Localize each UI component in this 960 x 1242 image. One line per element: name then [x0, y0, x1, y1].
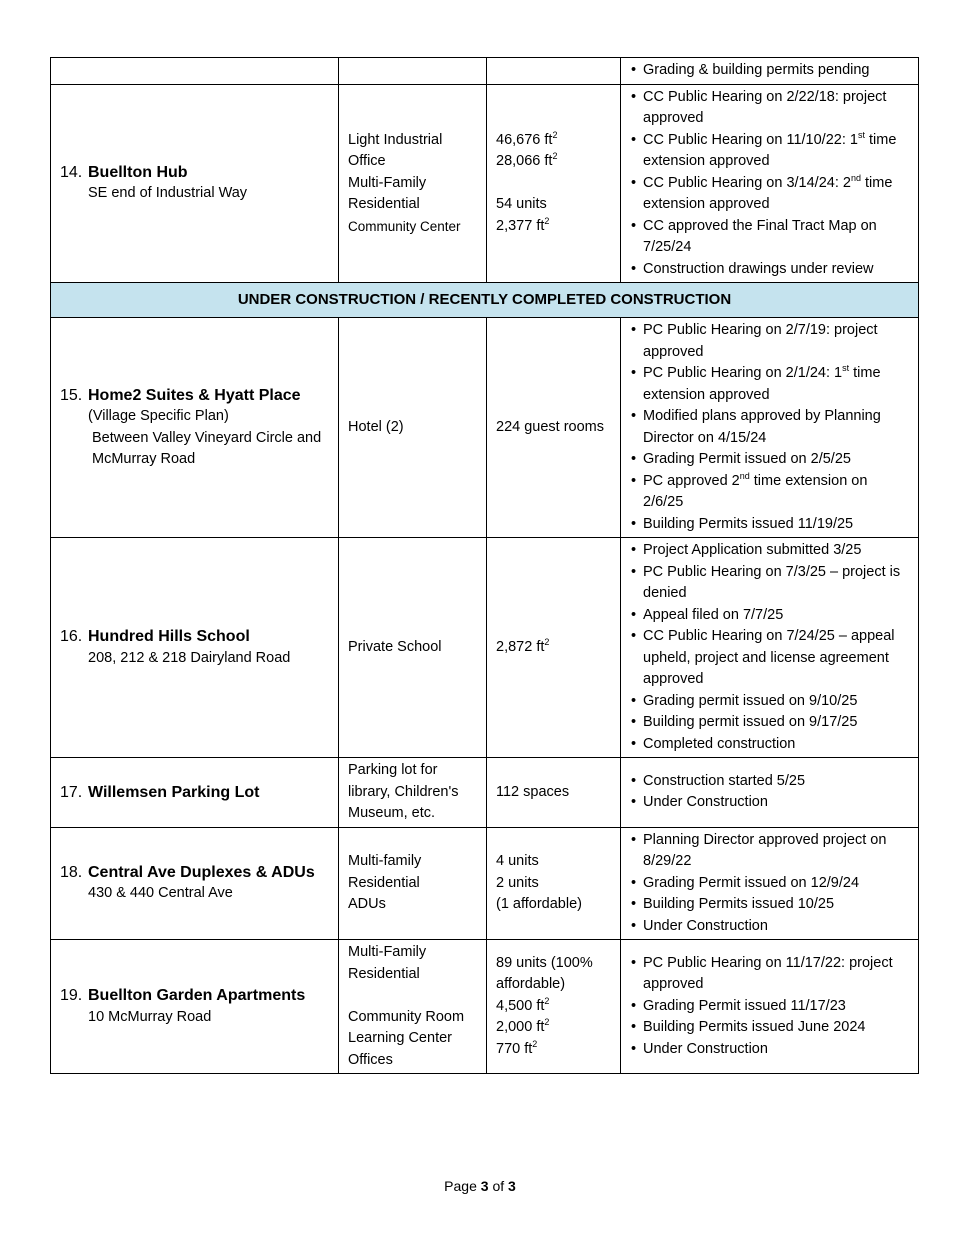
- table-row: [51, 538, 919, 758]
- size-cell: 46,676 $ft^2$ 28,066 $ft^2$ 54 units 2,377 $ft^2$: [487, 84, 621, 283]
- use-cell: Multi-family Residential ADUs: [339, 827, 487, 940]
- table-row: [51, 84, 919, 283]
- project-cell: 15. Home2 Suites & Hyatt Place (Village Specific Plan) Between Valley Vineyard Circle and McMurray Road: [51, 318, 339, 538]
- project-name: Buellton Garden Apartments: [88, 987, 306, 1004]
- table-row: [51, 758, 919, 828]
- size-cell: 89 units (100% affordable) 4,500 $ft^2$ 2,000 $ft^2$ 770 $ft^2$: [487, 940, 621, 1074]
- status-cell: • PC Public Hearing on 2/7/19: project approved • PC Public Hearing on 2/1/24: 1st time extension approved • Modified plans approved by Planning Director on 4/15/24 • Grading Permit issued on 2/5/25 • PC approved 2nd time extension on 2/6/25 • Building Permits issued 11/19/25: [621, 318, 919, 538]
- project-cell: 14. Buellton Hub SE end of Industrial Way: [51, 84, 339, 283]
- table-row: [51, 318, 919, 538]
- table-row: [51, 940, 919, 1074]
- project-cell: 18. Central Ave Duplexes & ADUs 430 & 440 Central Ave: [51, 827, 339, 940]
- project-cell: 16. Hundred Hills School 208, 212 & 218 Dairyland Road: [51, 538, 339, 758]
- project-cell: 17. Willemsen Parking Lot: [51, 758, 339, 828]
- project-name: Buellton Hub: [88, 163, 188, 181]
- use-cell: Private School: [339, 538, 487, 758]
- project-name: Willemsen Parking Lot: [88, 783, 260, 801]
- use-cell: Parking lot for library, Children's Museum, etc.: [339, 758, 487, 828]
- table-row: [51, 58, 919, 85]
- status-cell: • CC Public Hearing on 2/22/18: project approved • CC Public Hearing on 11/10/22: 1st time extension approved • CC Public Hearing on 3/14/24: 2nd time extension approved • CC approved the Final Tract Map on 7/25/24 • Construction drawings under review: [621, 84, 919, 283]
- use-cell: Light Industrial Office Multi-Family Residential Community Center: [339, 84, 487, 283]
- use-cell: Multi-Family Residential Community Room Learning Center Offices: [339, 940, 487, 1074]
- status-cell: • PC Public Hearing on 11/17/22: project approved • Grading Permit issued 11/17/23 • Building Permits issued June 2024 • Under Construction: [621, 940, 919, 1074]
- project-name: Central Ave Duplexes & ADUs: [88, 863, 315, 881]
- project-status-table: [50, 57, 919, 1074]
- size-cell: 112 spaces: [487, 758, 621, 828]
- section-header-row: [51, 283, 919, 318]
- project-location: 208, 212 & 218 Dairyland Road: [88, 649, 291, 666]
- project-location: 10 McMurray Road: [88, 1008, 212, 1025]
- size-cell: 224 guest rooms: [487, 318, 621, 538]
- page-number: 3: [480, 1178, 489, 1194]
- size-cell: 4 units 2 units (1 affordable): [487, 827, 621, 940]
- project-name: Home2 Suites & Hyatt Place: [88, 386, 301, 404]
- project-name: Hundred Hills School: [88, 628, 250, 645]
- use-cell: Hotel (2): [339, 318, 487, 538]
- project-location: Between Valley Vineyard Circle and McMurray Road: [92, 429, 322, 467]
- project-location: SE end of Industrial Way: [88, 185, 248, 202]
- size-cell: 2,872 $ft^2$: [487, 538, 621, 758]
- status-cell: • Construction started 5/25 • Under Construction: [621, 758, 919, 828]
- status-cell: • Project Application submitted 3/25 • PC Public Hearing on 7/3/25 – project is denied • Appeal filed on 7/7/25 • CC Public Hearing on 7/24/25 – appeal upheld, project and license agreement approved • Grading permit issued on 9/10/25 • Building permit issued on 9/17/25 • Completed construction: [621, 538, 919, 758]
- project-status-table-page: [50, 57, 918, 1074]
- page-total: 3: [508, 1178, 516, 1194]
- status-note: • Grading & building permits pending: [630, 60, 910, 82]
- table-row: [51, 827, 919, 940]
- section-title: UNDER CONSTRUCTION / RECENTLY COMPLETED CONSTRUCTION: [51, 283, 919, 318]
- status-cell: • Planning Director approved project on 8/29/22 • Grading Permit issued on 12/9/24 • Building Permits issued 10/25 • Under Construction: [621, 827, 919, 940]
- page-footer: Page 3 of 3: [444, 1178, 516, 1194]
- project-location: 430 & 440 Central Ave: [88, 885, 233, 902]
- project-cell: 19. Buellton Garden Apartments 10 McMurray Road: [51, 940, 339, 1074]
